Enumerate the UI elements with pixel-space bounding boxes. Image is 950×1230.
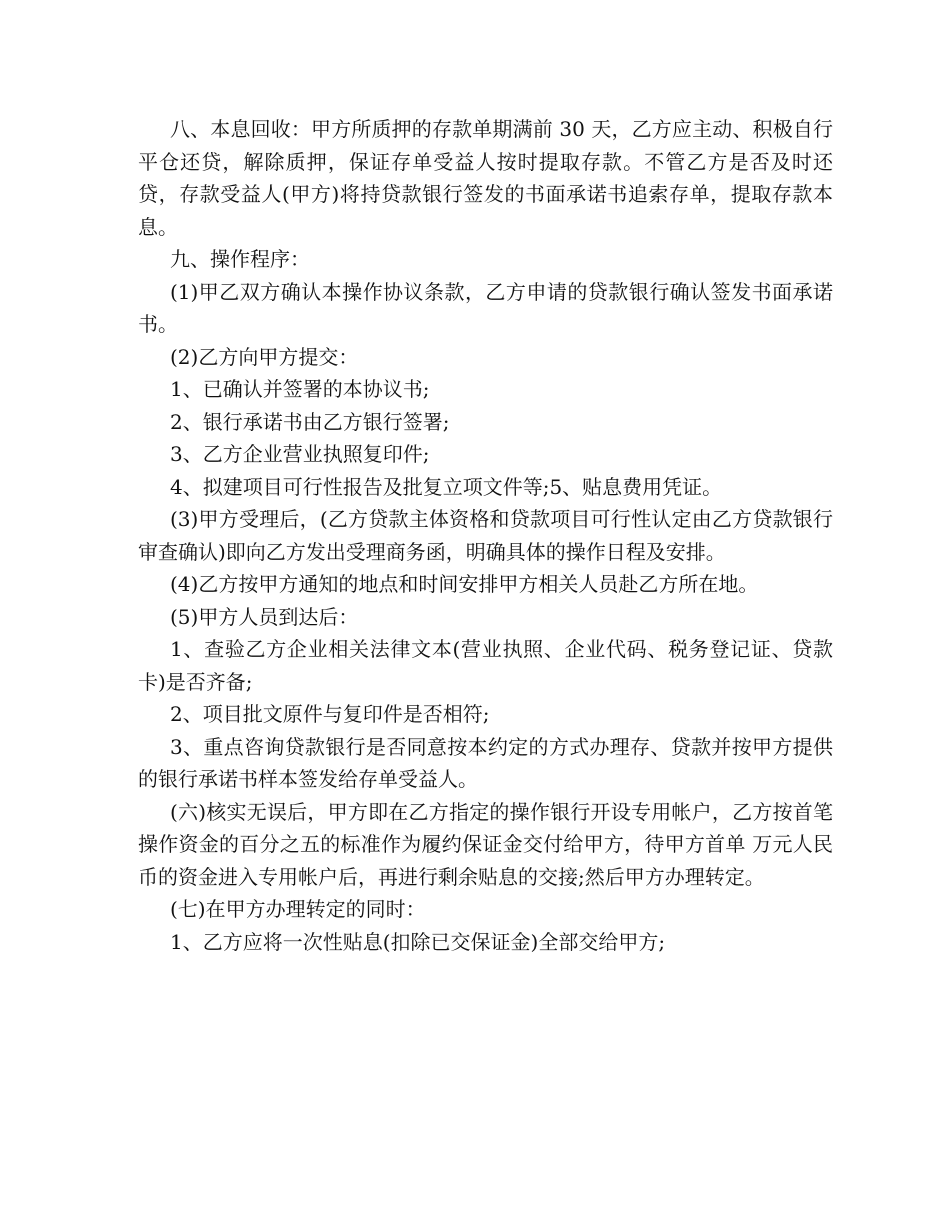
document-body — [138, 113, 833, 958]
paragraph-step-2-item-3: 3、乙方企业营业执照复印件; — [170, 442, 430, 466]
paragraph-step-3: (3)甲方受理后，(乙方贷款主体资格和贷款项目可行性认定由乙方贷款银行审查确认)即向乙方发出受理商务函，明确具体的操作日程及安排。 — [138, 507, 833, 564]
paragraph-step-7: (七)在甲方办理转定的同时： — [170, 897, 426, 921]
paragraph-step-2-item-1: 1、已确认并签署的本协议书; — [170, 377, 430, 401]
paragraph-step-5: (5)甲方人员到达后： — [170, 604, 359, 629]
paragraph-step-5-item-2: 2、项目批文原件与复印件是否相符; — [170, 702, 490, 726]
paragraph-step-1: (1)甲乙双方确认本操作协议条款，乙方申请的贷款银行确认签发书面承诺书。 — [138, 279, 833, 336]
paragraph-step-2-item-2: 2、银行承诺书由乙方银行签署; — [170, 409, 450, 434]
paragraph-step-5-item-1: 1、查验乙方企业相关法律文本(营业执照、企业代码、税务登记证、贷款卡)是否齐备; — [138, 637, 833, 694]
paragraph-principal-interest-recovery: 八、本息回收：甲方所质押的存款单期满前 30 天，乙方应主动、积极自行平仓还贷，解除质押，保证存单受益人按时提取存款。不管乙方是否及时还贷，存款受益人(甲方)将持贷款银行签发的书面承诺书追索存单，提取存款本息。 — [138, 117, 833, 239]
paragraph-step-6: (六)核实无误后，甲方即在乙方指定的操作银行开设专用帐户，乙方按首笔操作资金的百分之五的标准作为履约保证金交付给甲方，待甲方首单 万元人民币的资金进入专用帐户后，再进行剩余贴息的交接;然后甲方办理转定。 — [138, 799, 833, 889]
paragraph-step-5-item-3: 3、重点咨询贷款银行是否同意按本约定的方式办理存、贷款并按甲方提供的银行承诺书样本签发给存单受益人。 — [138, 734, 833, 791]
paragraph-step-4: (4)乙方按甲方通知的地点和时间安排甲方相关人员赴乙方所在地。 — [170, 572, 759, 596]
paragraph-step-7-item-1: 1、乙方应将一次性贴息(扣除已交保证金)全部交给甲方; — [170, 929, 666, 954]
paragraph-step-2-item-4-5: 4、拟建项目可行性报告及批复立项文件等;5、贴息费用凭证。 — [170, 474, 723, 499]
paragraph-operating-procedure-heading: 九、操作程序： — [170, 247, 310, 271]
paragraph-step-2: (2)乙方向甲方提交： — [170, 344, 359, 369]
